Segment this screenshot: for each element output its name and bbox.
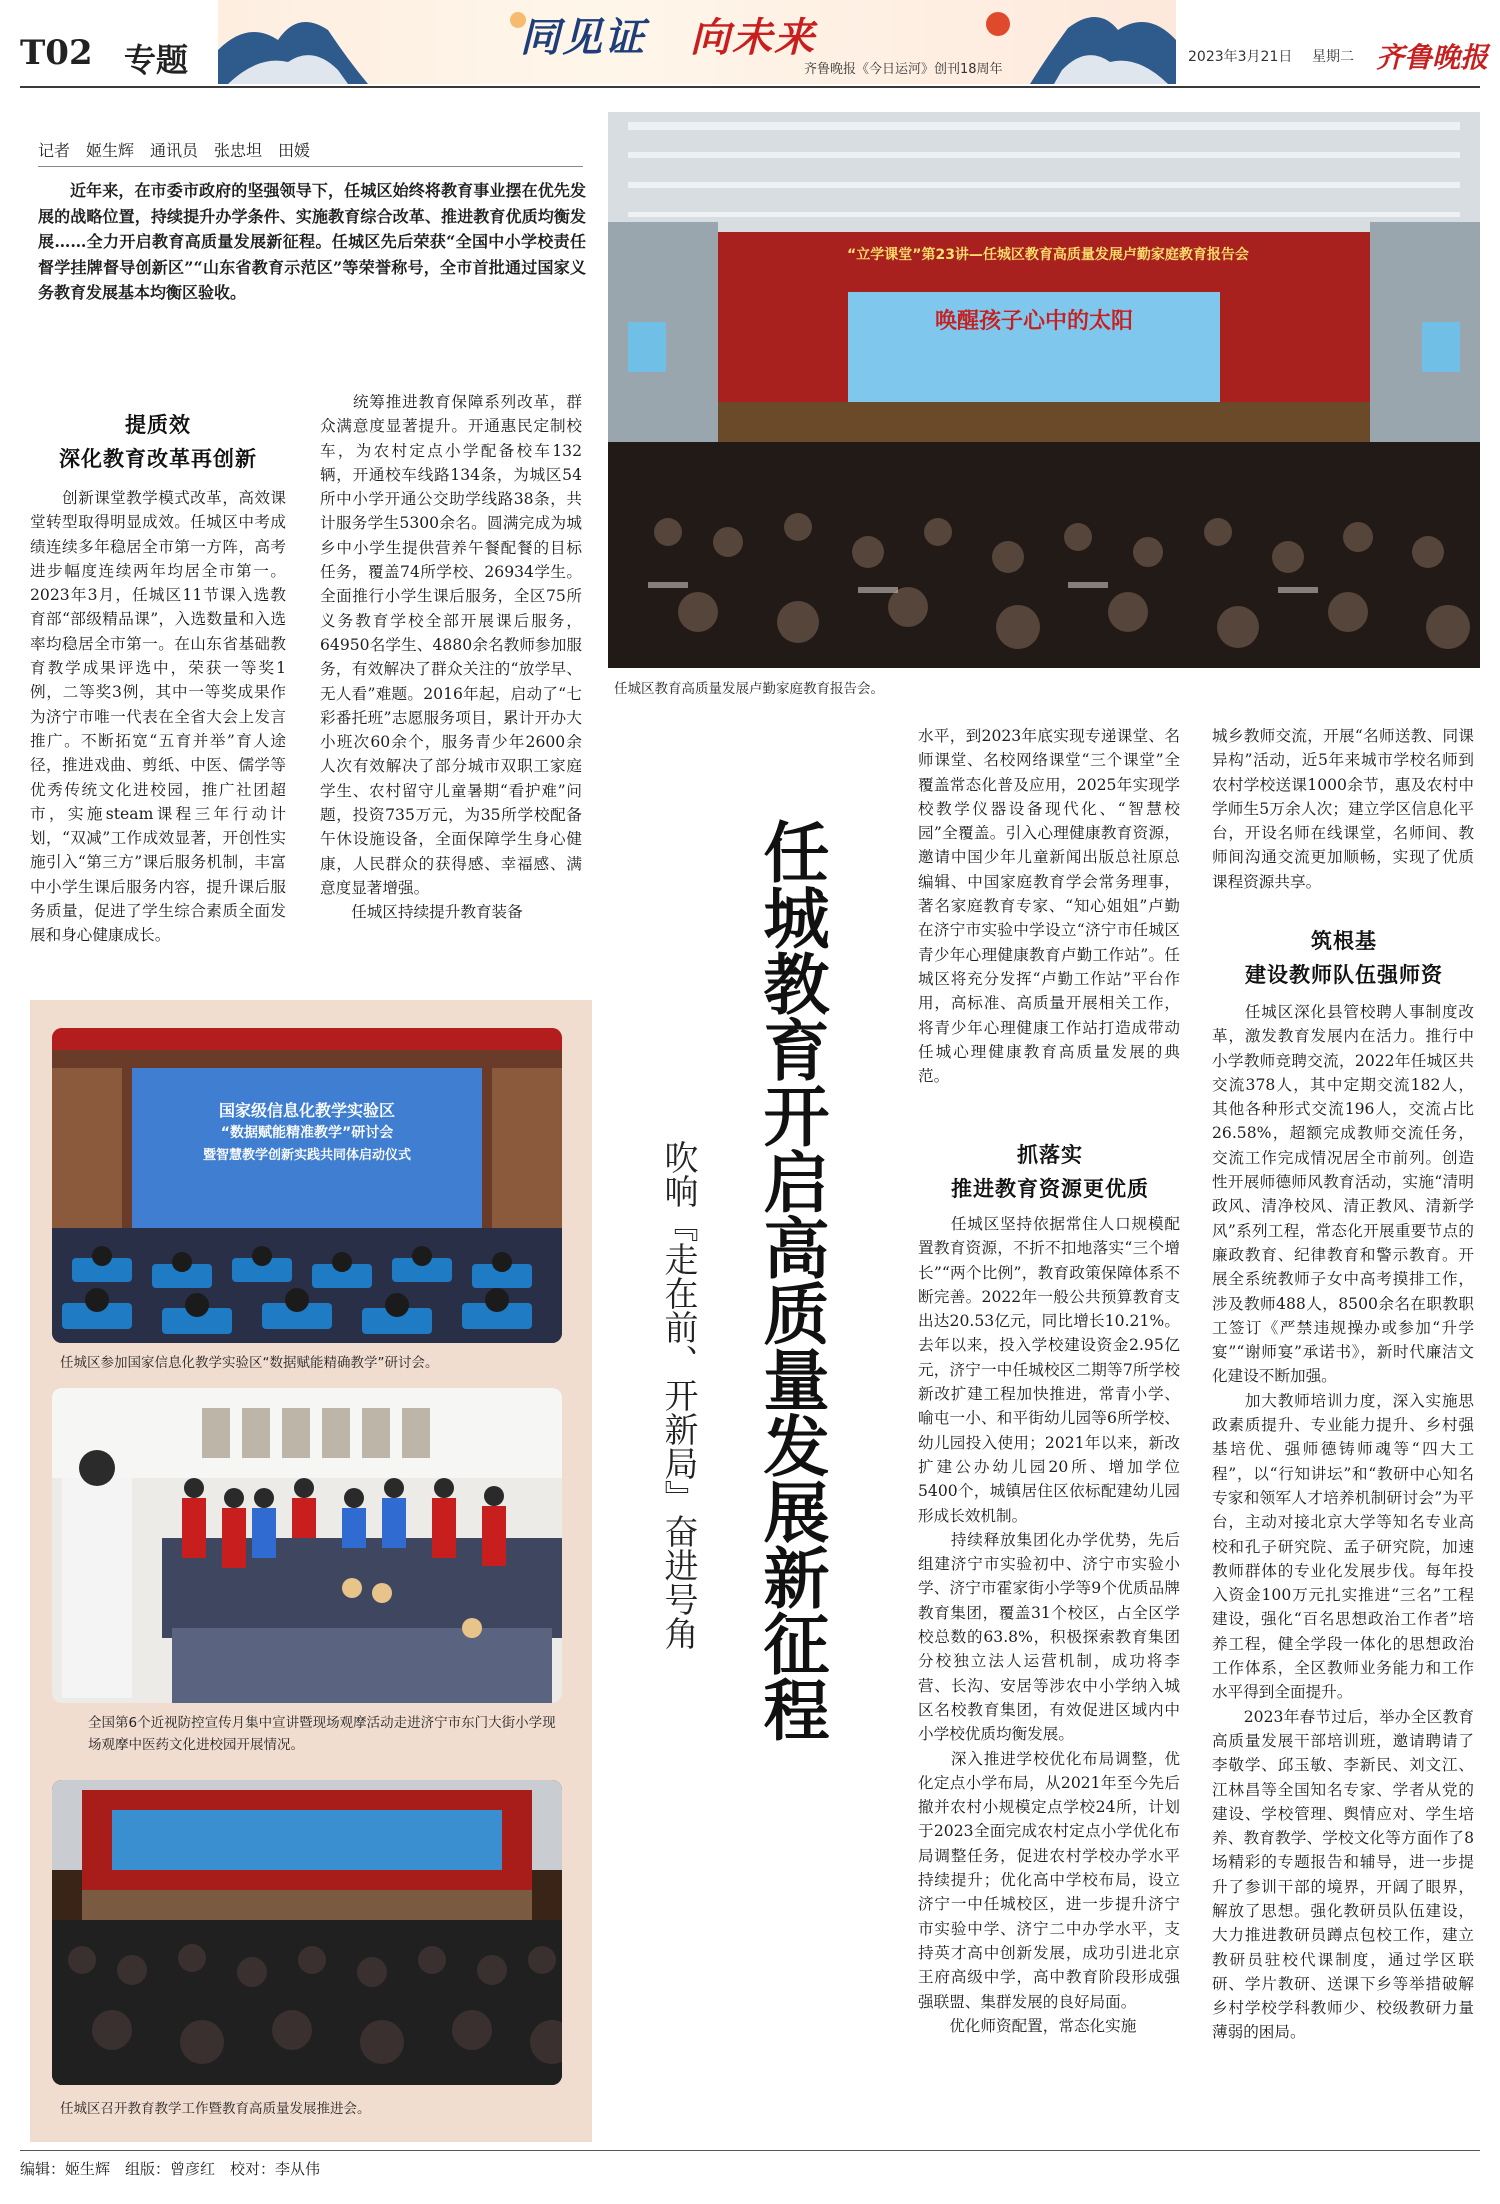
seminar-screen-line3: 暨智慧教学创新实践共同体启动仪式: [202, 1148, 411, 1163]
seminar-screen-line1: 国家级信息化教学实验区: [218, 1101, 395, 1120]
seminar-screen-line2: “数据赋能精准教学”研讨会: [220, 1125, 394, 1141]
photo-conference-caption: 任城区召开教育教学工作暨教育高质量发展推进会。: [60, 2101, 371, 2117]
anniversary-banner: [218, 0, 1176, 84]
main-photo-banner: “立学课堂”第23讲—任城区教育高质量发展卢勤家庭教育报告会: [847, 247, 1249, 263]
section2-title: [912, 1138, 1188, 1206]
section-label: 专题: [124, 41, 189, 79]
footer-rule: [20, 2150, 1480, 2151]
byline: 记者 姬生辉 通讯员 张忠坦 田媛: [38, 141, 311, 160]
page-code: T02: [20, 33, 93, 73]
main-photo-caption: 任城区教育高质量发展卢勤家庭教育报告会。: [614, 681, 884, 697]
paper-name-logo: 齐鲁晚报: [1376, 41, 1489, 74]
section2-column3-bottom: 任城区坚持依据常住人口规模配置教育资源，不折不扣地落实“三个增长”“两个比例”，教育政策保障体系不断完善。2022年一般公共预算教育支出达20.53亿元，同比增长10.21%。去年以来，投入学校建设资金2.95亿元，济宁一中任城校区二期等7所学校新改扩建工程加快推进，常青小学、喻屯一小、和平街幼儿园等6所学校、幼儿园投入使用；2021年以来，新改扩建公办幼儿园20所、增加学位5400个，城镇居住区依标配建幼儿园形成长效机制。 持续释放集团化办学优势，先后组建济宁市实验初中、济宁市实验小学、济宁市霍家街小学等9个优质品牌教育集团，覆盖31个校区，占全区学校总数的63.8%，积极探索教育集团分校独立法人运营机制，成功将李营、长沟、安居等涉农中小学纳入城区名校教育集团，有效促进区域内中小学校优质均衡发展。 深入推进学校优化布局调整，优化定点小学布局，从2021年至今先后撤并农村小规模定点学校24所，计划于2023全面完成农村定点小学优化布局调整任务，促进农村学校办学水平持续提升；优化高中学校布局，设立济宁一中任城校区，进一步提升济宁市实验中学、济宁二中办学水平，支持英才高中创新发展，成功引进北京王府高级中学，高中教育阶段形成强强联盟、集群发展的良好局面。 优化师资配置，常态化实施: [918, 1215, 1180, 2035]
photo-conference: [52, 1780, 562, 2085]
banner-title-2: 向未来: [690, 14, 816, 61]
main-photo: [608, 112, 1480, 668]
section3-column4-top: 城乡教师交流，开展“名师送教、同课异构”活动，近5年来城市学校名师到农村学校送课1000余节，惠及农村中学师生5万余人次；建立学区信息化平台，开设名师在线课堂，名师间、教师间沟通交流更加顺畅，实现了优质课程资源共享。: [1212, 727, 1474, 891]
headline: 任城教育开启高质量发展新征程: [752, 818, 830, 1742]
section3-column4-bottom: 任城区深化县管校聘人事制度改革，激发教育发展内在活力。推行中小学教师竞聘交流，2022年任城区共交流378人，其中定期交流182人，其他各种形式交流196人，交流占比26.58%，超额完成教师交流任务，交流工作完成情况居全市前列。创造性开展师德师风教育活动，实施“清明政风、清净校风、清正教风、清新学风”系列工程，常态化开展重要节点的廉政教育、纪律教育和警示教育。开展全系统教师子女中高考摸排工作，涉及教师488人，8500余名在职教职工签订《严禁违规操办或参加“升学宴”“谢师宴”承诺书》，新时代廉洁文化建设不断加强。 加大教师培训力度，深入实施思政素质提升、专业能力提升、乡村强基培优、强师德铸师魂等“四大工程”，以“行知讲坛”和“教研中心知名专家和领军人才培养机制研讨会”为平台，主动对接北京大学等知名专业高校和孔子研究院、孟子研究院，加速教师群体的专业化发展步伐。每年投入资金100万元扎实推进“三名”工程建设，强化“百名思想政治工作者”培养工程，健全学段一体化的思想政治工作体系，全区教师业务能力和工作水平得到全面提升。 2023年春节过后，举办全区教育高质量发展干部培训班，邀请聘请了李敬学、邱玉敏、李新民、刘文江、江林昌等全国知名专家、学者从党的建设、学校管理、舆情应对、学生培养、教育教学、学校文化等方面作了8场精彩的专题报告和辅导，进一步提升了参训干部的境界，开阔了眼界，解放了思想。强化教研员队伍建设，大力推进教研员蹲点包校工作，建立教研员驻校代课制度，通过学区联研、学片教研、送课下乡等举措破解乡村学校学科教师少、校级教研力量薄弱的困局。: [1212, 1003, 1474, 2042]
section1-title-line1: 提质效: [125, 412, 191, 437]
footer-credits: 编辑：姬生辉 组版：曾彦红 校对：李从伟: [20, 2160, 321, 2178]
subheadline: 吹响『走在前、开新局』奋进号角: [658, 1140, 698, 1650]
section3-title-line1: 筑根基: [1311, 928, 1377, 953]
issue-date: 2023年3月21日: [1188, 49, 1293, 65]
banner-subtitle: 齐鲁晚报《今日运河》创刊18周年: [804, 62, 1003, 77]
issue-weekday: 星期二: [1312, 49, 1354, 65]
section1-column1: 创新课堂教学模式改革，高效课堂转型取得明显成效。任城区中考成绩连续多年稳居全市第一方阵，高考进步幅度连续两年均居全市第一。2023年3月，任城区11节课入选教育部“部级精品课”，入选数量和入选率均稳居全市第一。在山东省基础教育教学成果评选中，荣获一等奖1例，二等奖3例，其中一等奖成果作为济宁市唯一代表在全省大会上发言推广。不断拓宽“五育并举”育人途径，推进戏曲、剪纸、中医、儒学等优秀传统文化进校园，推广社团超市，实施steam课程三年行动计划，“双减”工作成效显著，开创性实施引入“第三方”课后服务机制，丰富中小学生课后服务内容，提升课后服务质量，促进了学生综合素质全面发展和身心健康成长。: [30, 489, 286, 945]
photo-tcm-class: [52, 1388, 562, 1703]
section2-title-line2: 推进教育资源更优质: [951, 1176, 1149, 1201]
banner-title-1: 同见证: [520, 14, 646, 61]
masthead: [0, 0, 1500, 88]
section3-title: [1206, 924, 1482, 992]
section1-title-line2: 深化教育改革再创新: [59, 446, 257, 471]
section2-column3-top: 水平，到2023年底实现专递课堂、名师课堂、名校网络课堂“三个课堂”全覆盖常态化普及应用，2025年实现学校教学仪器设备现代化、“智慧校园”全覆盖。引入心理健康教育资源，邀请中国少年儿童新闻出版总社原总编辑、中国家庭教育学会常务理事，著名家庭教育专家、“知心姐姐”卢勤在济宁市实验中学设立“济宁市任城区青少年心理健康教育卢勤工作站”。任城区将充分发挥“卢勤工作站”平台作用，高标准、高质量开展相关工作，将青少年心理健康工作站打造成带动任城心理健康教育高质量发展的典范。: [918, 727, 1180, 1086]
photo-tcm-caption: 全国第6个近视防控宣传月集中宣讲暨现场观摩活动走进济宁市东门大街小学现场观摩中医药文化进校园开展情况。: [88, 1715, 556, 1753]
section3-title-line2: 建设教师队伍强师资: [1245, 962, 1443, 987]
photo-seminar: [52, 1028, 562, 1343]
photo-seminar-caption: 任城区参加国家信息化教学实验区“数据赋能精确教学”研讨会。: [60, 1355, 439, 1371]
section2-title-line1: 抓落实: [1017, 1142, 1083, 1167]
section1-column2: 统筹推进教育保障系列改革，群众满意度显著提升。开通惠民定制校车，为农村定点小学配备校车132辆，开通校车线路134条，为城区54所中小学开通公交助学线路38条，共计服务学生5300余名。圆满完成为城乡中小学生提供营养午餐配餐的目标任务，覆盖74所学校、26934学生。全面推行小学生课后服务，全区75所义务教育学校全部开展课后服务，64950名学生、4880余名教师参加服务，有效解决了群众关注的“放学早、无人看”难题。2016年起，启动了“七彩番托班”志愿服务项目，累计开办大小班次60余个，服务青少年2600余人次有效解决了部分城市双职工家庭学生、农村留守儿童暑期“看护难”问题，投资735万元，为35所学校配备午休设施设备，全面保障学生身心健康，人民群众的获得感、幸福感、满意度显著增强。 任城区持续提升教育装备: [320, 393, 582, 922]
intro-paragraph: 近年来，在市委市政府的坚强领导下，任城区始终将教育事业摆在优先发展的战略位置，持续提升办学条件、实施教育综合改革、推进教育优质均衡发展……全力开启教育高质量发展新征程。任城区先后荣获“全国中小学校责任督学挂牌督导创新区”“山东省教育示范区”等荣誉称号，全市首批通过国家义务教育发展基本均衡区验收。: [38, 181, 586, 302]
header-rule: [20, 86, 1480, 88]
byline-underline: [38, 166, 583, 167]
main-photo-screen-title: 唤醒孩子心中的太阳: [934, 308, 1133, 334]
section1-title: [22, 408, 294, 476]
